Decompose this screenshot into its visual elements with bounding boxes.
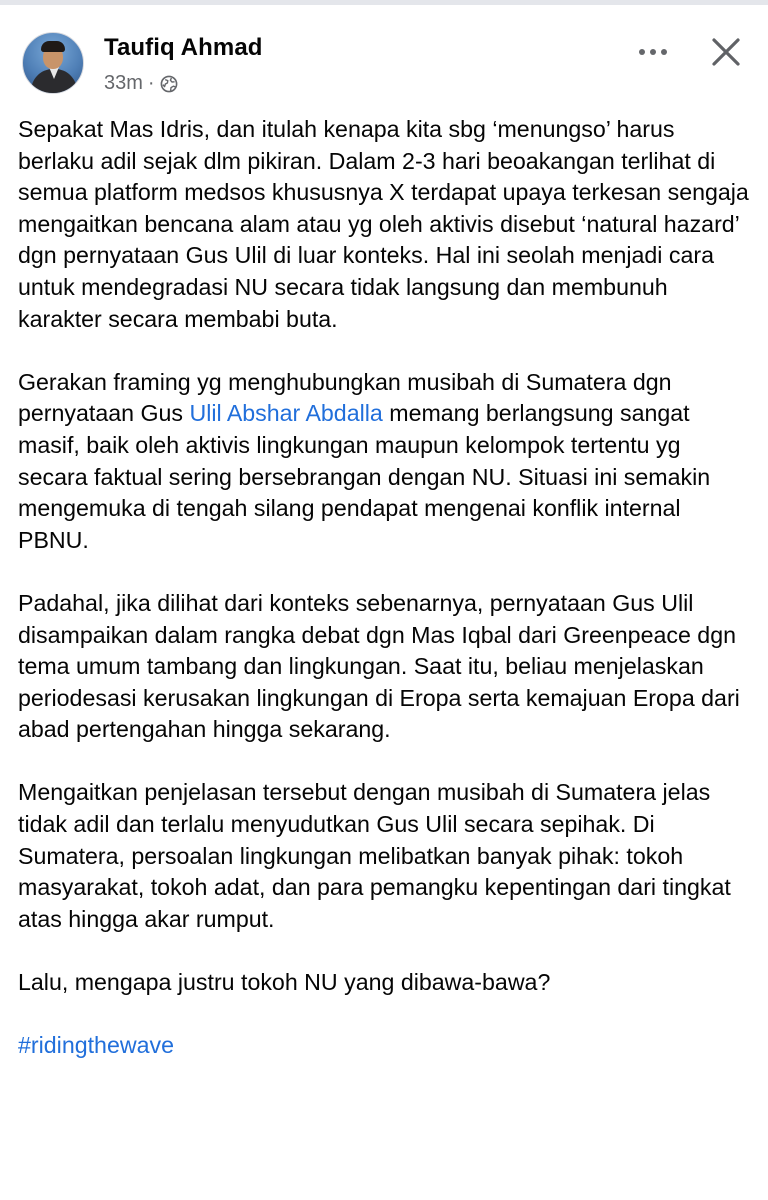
post-text	[18, 114, 756, 1062]
more-options-button[interactable]	[630, 34, 676, 70]
top-divider	[0, 0, 768, 5]
more-horizontal-icon	[639, 49, 645, 55]
paragraph-2-text-before: Gerakan framing yg menghubungkan musibah di Sumatera dgn pernyataan Gus	[18, 368, 672, 427]
paragraph-2-text-after: memang berlangsung sangat masif, baik oleh aktivis lingkungan maupun kelompok tertentu yg secara faktual sering bersebrangan dengan NU. Situasi ini semakin mengemuka di tengah silang pendapat mengenai konflik internal PBNU.	[18, 400, 711, 553]
paragraph-4: Mengaitkan penjelasan tersebut dengan musibah di Sumatera jelas tidak adil dan terlalu menyudutkan Gus Ulil secara sepihak. Di Sumatera, persoalan lingkungan melibatkan banyak pihak: tokoh masyarakat, tokoh adat, dan para pemangku kepentingan dari tingkat atas hingga akar rumput.	[18, 779, 731, 932]
author-name[interactable]: Taufiq Ahmad	[104, 34, 263, 61]
paragraph-5: Lalu, mengapa justru tokoh NU yang dibawa-bawa?	[18, 969, 551, 996]
post-time[interactable]: 33m	[104, 72, 143, 94]
avatar[interactable]	[22, 32, 84, 94]
paragraph-1: Sepakat Mas Idris, dan itulah kenapa kita sbg ‘menungso’ harus berlaku adil sejak dlm pikiran. Dalam 2-3 hari beoakangan terlihat di semua platform medsos khususnya X terdapat upaya terkesan sengaja mengaitkan bencana alam atau yg oleh aktivis disebut ‘natural hazard’ dgn pernyataan Gus Ulil di luar konteks. Hal ini seolah menjadi cara untuk mendegradasi NU secara tidak langsung dan membunuh karakter secara membabi buta.	[18, 116, 749, 332]
hashtag-paragraph	[18, 1030, 756, 1062]
meta-separator: ·	[147, 72, 155, 94]
paragraph-3: Padahal, jika dilihat dari konteks sebenarnya, pernyataan Gus Ulil disampaikan dalam rangka debat dgn Mas Iqbal dari Greenpeace dgn tema umum tambang dan lingkungan. Saat itu, beliau menjelaskan periodesasi kerusakan lingkungan di Eropa serta kemajuan Eropa dari abad pertengahan hingga sekarang.	[18, 589, 740, 743]
mention-link[interactable]: Ulil Abshar Abdalla	[189, 400, 383, 427]
post-meta	[104, 72, 178, 95]
post-header	[18, 26, 750, 106]
close-icon[interactable]	[704, 30, 748, 74]
more-horizontal-icon	[661, 49, 667, 55]
avatar-hair-shape	[41, 41, 65, 52]
hashtag-link[interactable]: #ridingthewave	[18, 1032, 174, 1059]
more-horizontal-icon	[650, 49, 656, 55]
paragraph-2	[18, 367, 756, 557]
globe-icon[interactable]	[160, 75, 178, 93]
